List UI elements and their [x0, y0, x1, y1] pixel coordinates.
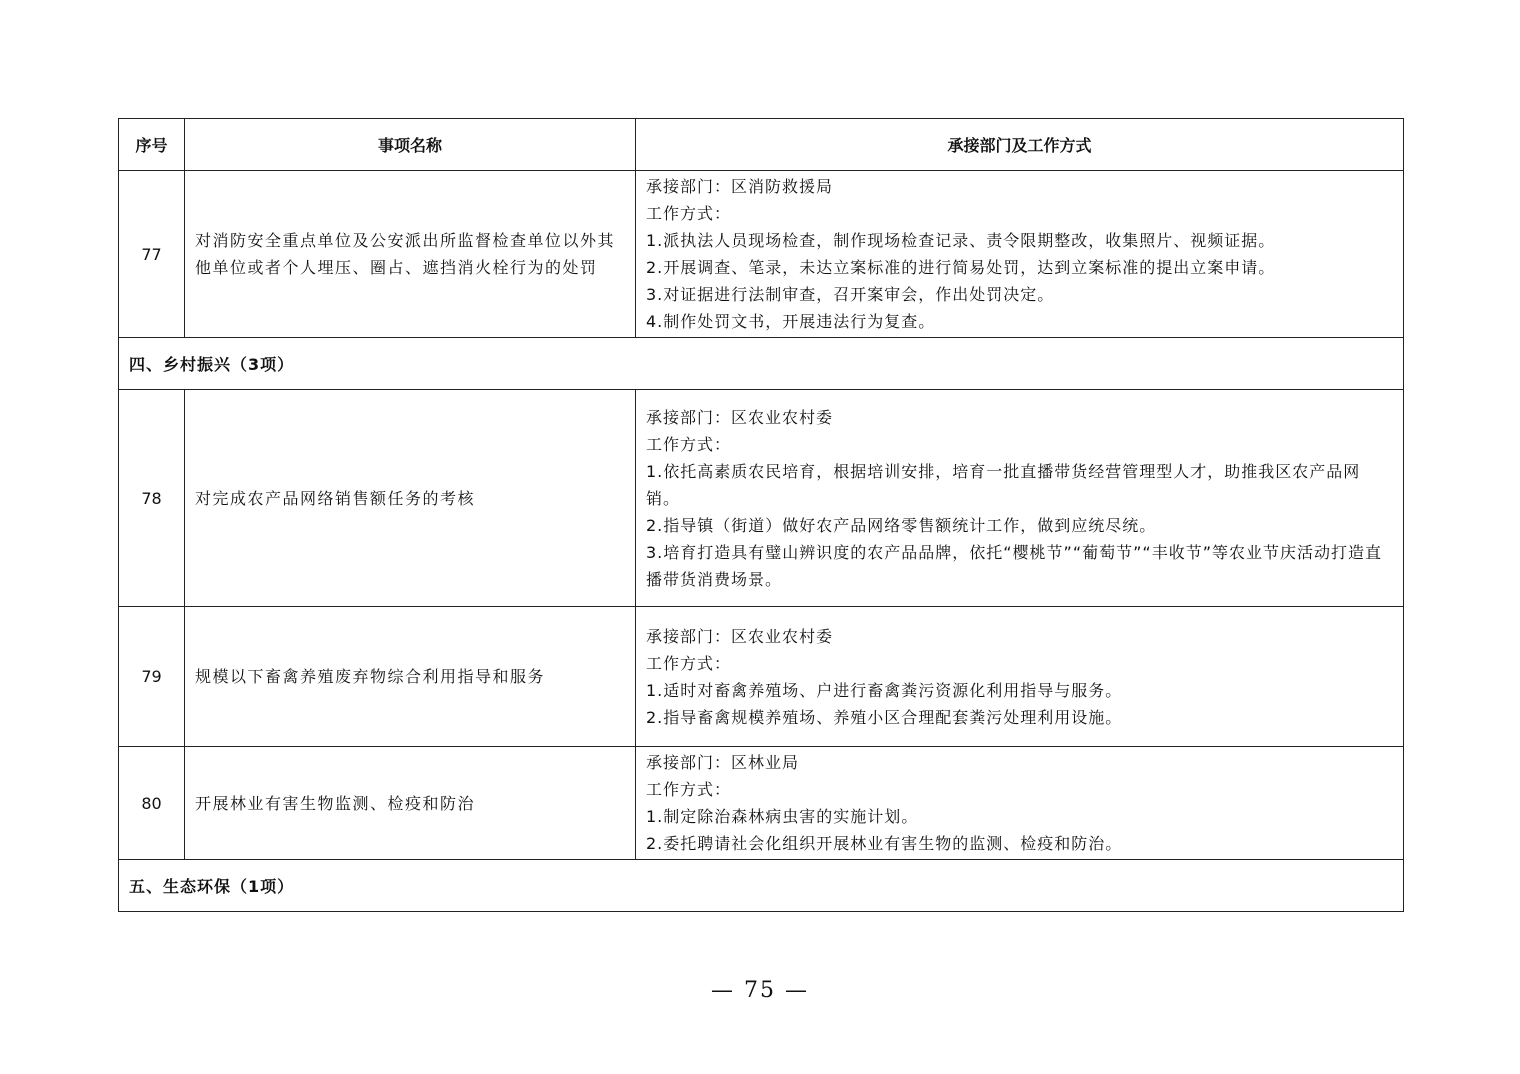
section-row: [119, 860, 1404, 912]
item-name: 规模以下畜禽养殖废弃物综合利用指导和服务: [185, 607, 636, 747]
desc-line: 3.对证据进行法制审查，召开案审会，作出处罚决定。: [646, 285, 1055, 304]
desc-line: 2.指导镇（街道）做好农产品网络零售额统计工作，做到应统尽统。: [646, 515, 1157, 535]
table-row: [119, 390, 1404, 607]
desc-line: 3.培育打造具有璧山辨识度的农产品品牌，依托“樱桃节”“葡萄节”“丰收节”等农业节庆活动打造直播带货消费场景。: [646, 542, 1383, 589]
row-index: 78: [119, 390, 185, 607]
table-row: [119, 747, 1404, 860]
header-item-name: 事项名称: [185, 119, 636, 171]
table-row: [119, 171, 1404, 338]
row-index: 77: [119, 171, 185, 338]
row-index: 80: [119, 747, 185, 860]
table-header-row: [119, 119, 1404, 171]
page-number: — 75 —: [711, 978, 809, 1003]
desc-line: 2.开展调查、笔录，未达立案标准的进行简易处罚，达到立案标准的提出立案申请。: [646, 258, 1276, 277]
desc-line: 2.指导畜禽规模养殖场、养殖小区合理配套粪污处理利用设施。: [646, 707, 1123, 727]
section-heading: 四、乡村振兴（3项）: [119, 338, 1404, 390]
section-heading: 五、生态环保（1项）: [119, 860, 1404, 912]
desc-line: 工作方式：: [646, 434, 732, 454]
desc-line: 4.制作处罚文书，开展违法行为复查。: [646, 312, 936, 331]
desc-line: 工作方式：: [646, 653, 732, 673]
desc-line: 2.委托聘请社会化组织开展林业有害生物的监测、检疫和防治。: [646, 834, 1123, 853]
item-name: 对完成农产品网络销售额任务的考核: [185, 390, 636, 607]
table-row: [119, 607, 1404, 747]
desc-line: 承接部门：区消防救援局: [646, 177, 834, 196]
department-method: [636, 390, 1404, 607]
desc-line: 工作方式：: [646, 780, 732, 799]
header-department-method: 承接部门及工作方式: [636, 119, 1404, 171]
desc-line: 承接部门：区农业农村委: [646, 626, 834, 646]
desc-line: 承接部门：区林业局: [646, 753, 800, 772]
desc-line: 1.制定除治森林病虫害的实施计划。: [646, 807, 919, 826]
row-index: 79: [119, 607, 185, 747]
desc-line: 1.适时对畜禽养殖场、户进行畜禽粪污资源化利用指导与服务。: [646, 680, 1123, 700]
desc-line: 1.派执法人员现场检查，制作现场检查记录、责令限期整改，收集照片、视频证据。: [646, 231, 1276, 250]
section-row: [119, 338, 1404, 390]
item-name: 开展林业有害生物监测、检疫和防治: [185, 747, 636, 860]
header-index: 序号: [119, 119, 185, 171]
item-name: 对消防安全重点单位及公安派出所监督检查单位以外其他单位或者个人埋压、圈占、遮挡消火栓行为的处罚: [185, 171, 636, 338]
desc-line: 工作方式：: [646, 204, 732, 223]
department-method: [636, 607, 1404, 747]
desc-line: 1.依托高素质农民培育，根据培训安排，培育一批直播带货经营管理型人才，助推我区农产品网销。: [646, 461, 1361, 508]
department-method: [636, 171, 1404, 338]
desc-line: 承接部门：区农业农村委: [646, 407, 834, 427]
service-items-table: [118, 118, 1404, 912]
department-method: [636, 747, 1404, 860]
